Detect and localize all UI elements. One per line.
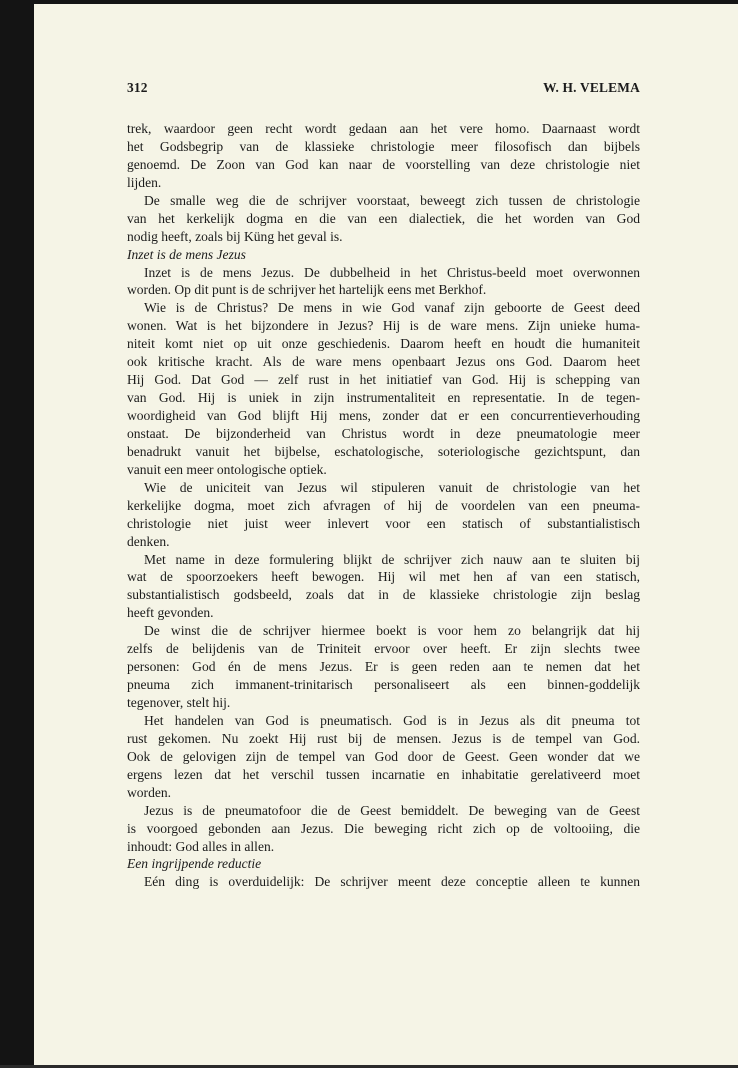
- text-line: Met name in deze formulering blijkt de schrijver zich nauw aan te sluiten bij: [144, 551, 640, 567]
- text-line: De winst die de schrijver hiermee boekt is voor hem zo belangrijk dat hij: [144, 623, 640, 639]
- text-line: woordigheid van God blijft Hij mens, zonder dat er een concurrentieverhouding: [127, 408, 640, 423]
- page-header: [127, 80, 640, 96]
- text-line: Ook de gelovigen zijn de tempel van God door de Geest. Geen wonder dat we: [127, 748, 640, 764]
- text-line: tegenover, stelt hij.: [127, 695, 231, 710]
- text-line: denken.: [127, 533, 170, 549]
- text-line: worden. Op dit punt is de schrijver het hartelijk eens met Berkhof.: [127, 282, 487, 298]
- text-line: rust gekomen. Nu zoekt Hij rust bij de mensen. Jezus is de tempel van God.: [127, 730, 640, 746]
- text-line: christologie niet juist weer inlevert voor een statisch of substantialistisch: [127, 515, 640, 531]
- text-line: pneuma zich immanent-trinitarisch personaliseert als een binnen-goddelijk: [127, 677, 640, 693]
- text-line: wonen. Wat is het bijzondere in Jezus? Hij is de ware mens. Zijn unieke huma-: [127, 318, 640, 334]
- text-line: ook kritische kracht. Als de ware mens openbaart Jezus ons God. Daarom heet: [127, 354, 640, 370]
- text-line: het Godsbegrip van de klassieke christologie meer filosofisch dan bijbels: [127, 138, 640, 154]
- body-text: [127, 120, 640, 891]
- text-line: lijden.: [127, 174, 162, 190]
- text-line: Hij God. Dat God — zelf rust in het initiatief van God. Hij is schepping van: [127, 372, 640, 388]
- scan-edge-left: [0, 0, 34, 1068]
- running-head: W. H. VELEMA: [543, 80, 640, 95]
- text-line: genoemd. De Zoon van God kan naar de voorstelling van deze christologie niet: [127, 156, 640, 172]
- text-line: trek, waardoor geen recht wordt gedaan aan het vere homo. Daarnaast wordt: [127, 121, 640, 136]
- text-line: ergens lezen dat het verschil tussen incarnatie en inhabitatie gerelativeerd moet: [127, 766, 640, 782]
- text-line: Wie is de Christus? De mens in wie God vanaf zijn geboorte de Geest deed: [144, 300, 640, 316]
- section-heading: Een ingrijpende reductie: [127, 856, 262, 872]
- text-line: kerkelijke dogma, moet zich afvragen of hij de voordelen van een pneuma-: [127, 497, 640, 513]
- text-line: substantialistisch godsbeeld, zoals dat in de klassieke christologie zijn beslag: [127, 587, 640, 603]
- text-line: vanuit een meer ontologische optiek.: [127, 461, 327, 477]
- page-number: 312: [127, 80, 148, 95]
- text-line: zelfs de belijdenis van de Triniteit ervoor over heeft. Er zijn slechts twee: [127, 641, 640, 657]
- text-line: personen: God én de mens Jezus. Er is geen reden aan te nemen dat het: [127, 659, 640, 675]
- text-line: nodig heeft, zoals bij Küng het geval is.: [127, 228, 343, 244]
- text-line: wat de spoorzoekers heeft bewogen. Hij wil met hen af van een statisch,: [127, 569, 640, 585]
- text-line: van het kerkelijk dogma en die van een dialectiek, die het worden van God: [127, 210, 640, 226]
- text-line: Inzet is de mens Jezus. De dubbelheid in het Christus-beeld moet overwonnen: [144, 264, 640, 280]
- text-line: onstaat. De bijzonderheid van Christus wordt in deze pneumatologie meer: [127, 425, 640, 441]
- scan-edge-top: [0, 0, 738, 4]
- text-line: inhoudt: God alles in allen.: [127, 838, 275, 854]
- text-line: Jezus is de pneumatofoor die de Geest bemiddelt. De beweging van de Geest: [144, 802, 640, 818]
- text-line: Het handelen van God is pneumatisch. God is in Jezus als dit pneuma tot: [144, 712, 640, 728]
- text-line: worden.: [127, 784, 172, 800]
- text-line: Wie de uniciteit van Jezus wil stipuleren vanuit de christologie van het: [144, 479, 640, 495]
- section-heading: Inzet is de mens Jezus: [127, 246, 246, 262]
- text-line: De smalle weg die de schrijver voorstaat, beweegt zich tussen de christologie: [144, 192, 640, 208]
- text-line: benadrukt vanuit het bijbelse, eschatologische, soteriologische gezichtspunt, dan: [127, 443, 640, 459]
- text-line: van God. Hij is uniek in zijn instrumentaliteit en representatie. In de tegen-: [127, 390, 640, 406]
- text-line: Eén ding is overduidelijk: De schrijver meent deze conceptie alleen te kunnen: [144, 874, 640, 890]
- text-line: heeft gevonden.: [127, 605, 214, 621]
- text-line: niteit komt niet op uit onze geschiedenis. Daarom heeft en houdt die humaniteit: [127, 336, 640, 352]
- text-line: is voorgoed gebonden aan Jezus. Die beweging richt zich op de voltooiing, die: [127, 820, 640, 836]
